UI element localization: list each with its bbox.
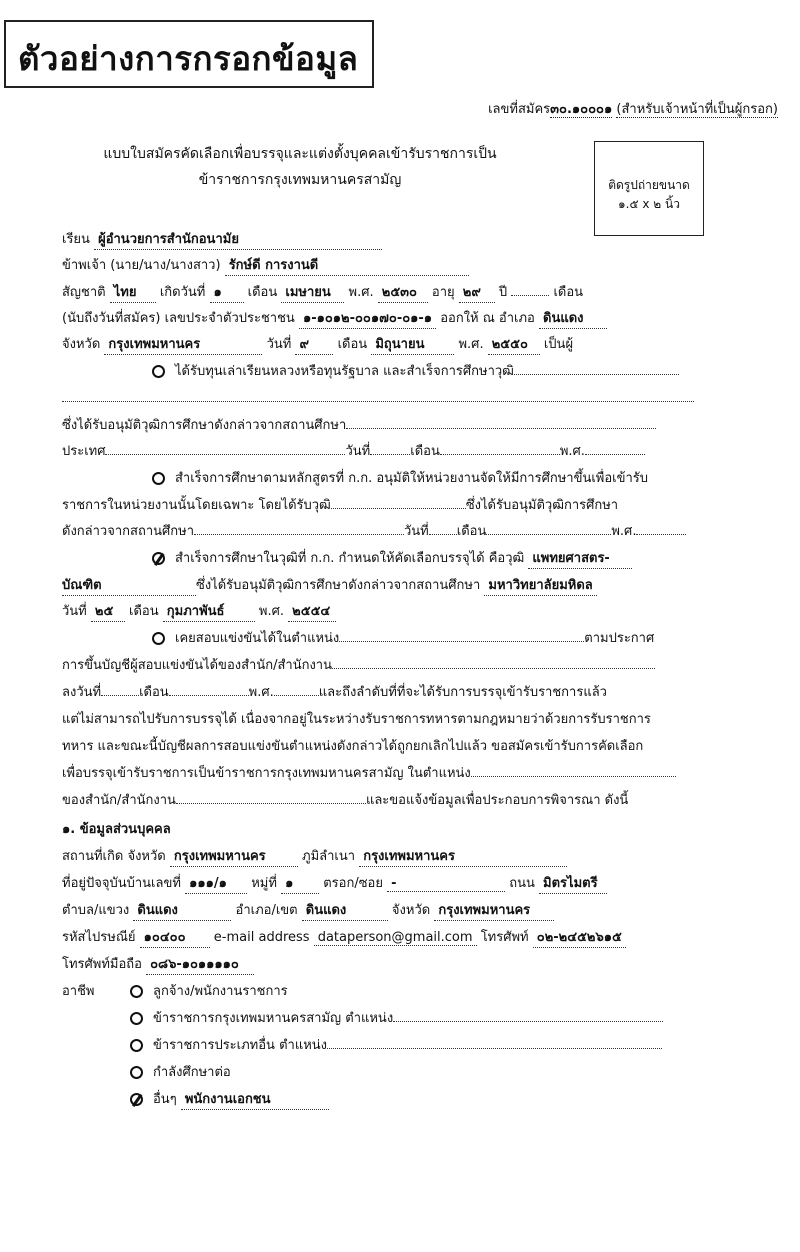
option3-date-row: วันที่ ๒๕ เดือน กุมภาพันธ์ พ.ศ. ๒๕๕๔ [62,600,336,622]
option3-degree-field[interactable]: แพทยศาสตร- [528,547,632,569]
option3-institution-row: บัณฑิต ซึ่งได้รับอนุมัติวุฒิการศึกษาดังกล่าวจากสถานศึกษา มหาวิทยาลัยมหิดล [62,574,597,596]
option2-institution-row: ดังกล่าวจากสถานศึกษา วันที่ เดือน พ.ศ. [62,520,686,541]
occupation-option-4: กำลังศึกษาต่อ [130,1061,231,1082]
option3-year-field[interactable]: ๒๕๕๔ [288,600,336,622]
option4-list-row: การขึ้นบัญชีผู้สอบแข่งขันได้ของสำนัก/สำนักงาน [62,654,655,675]
occupation-radio-2[interactable] [130,1012,143,1025]
option4-date-row: ลงวันที่ เดือน พ.ศ. และถึงลำดับที่ที่จะได้รับการบรรจุเข้ารับราชการแล้ว [62,681,607,702]
option2-row: สำเร็จการศึกษาตามหลักสูตรที่ ก.ก. อนุมัติให้หน่วยงานจัดให้มีการศึกษาขึ้นเพื่อเข้ารับ [152,467,648,488]
option3-month-field[interactable]: กุมภาพันธ์ [163,600,255,622]
option3-day-field[interactable]: ๒๕ [91,600,125,622]
option2-degree-row: ราชการในหน่วยงานนั้นโดยเฉพาะ โดยได้รับวุฒิ ซึ่งได้รับอนุมัติวุฒิการศึกษา [62,494,618,515]
option4-office-field[interactable] [332,654,655,669]
soi-field[interactable]: - [387,876,505,892]
issued-district-field[interactable]: ดินแดง [539,307,607,329]
birthplace-row: สถานที่เกิด จังหวัด กรุงเทพมหานคร ภูมิลำเนา กรุงเทพมหานคร [62,845,567,867]
option4-para3-row: เพื่อบรรจุเข้ารับราชการเป็นข้าราชการกรุงเทพมหานครสามัญ ในตำแหน่ง [62,762,676,783]
contact-row: รหัสไปรษณีย์ ๑๐๔๐๐ e-mail address dataperson@gmail.com โทรศัพท์ ๐๒-๒๔๕๒๖๑๕ [62,926,626,948]
option4-para2: ทหาร และขณะนี้บัญชีผลการสอบแข่งขันตำแหน่งดังกล่าวได้ถูกยกเลิกไปแล้ว ขอสมัครเข้ารับการคัดเลือก [62,739,644,754]
option3-row: สำเร็จการศึกษาในวุฒิที่ ก.ก. กำหนดให้คัดเลือกบรรจุได้ คือวุฒิ แพทยศาสตร- [152,547,632,569]
issue-row: จังหวัด กรุงเทพมหานคร วันที่ ๙ เดือน มิถุนายน พ.ศ. ๒๕๕๐ เป็นผู้ [62,333,573,355]
birth-day-field[interactable]: ๑ [210,281,244,303]
age-years-field[interactable]: ๒๙ [459,281,495,303]
occupation-radio-3[interactable] [130,1039,143,1052]
office-row: ของสำนัก/สำนักงาน และขอแจ้งข้อมูลเพื่อประกอบการพิจารณา ดังนี้ [62,789,628,810]
occupation-radio-4[interactable] [130,1066,143,1079]
nationality-row: สัญชาติ ไทย เกิดวันที่ ๑ เดือน เมษายน พ.ศ. ๒๕๓๐ อายุ ๒๙ ปี เดือน [62,281,583,303]
option1-degree-field[interactable] [514,360,679,375]
birth-year-field[interactable]: ๒๕๓๐ [378,281,428,303]
email-field[interactable]: dataperson@gmail.com [314,930,477,946]
occupation-label: อาชีพ [62,984,95,999]
option4-year-field[interactable] [274,681,319,696]
occupation-radio-5-checked[interactable] [130,1093,143,1106]
occupation-option-3: ข้าราชการประเภทอื่น ตำแหน่ง [130,1034,662,1055]
addressee-row: เรียน ผู้อำนวยการสำนักอนามัย [62,228,382,250]
option1-institution-field[interactable] [346,414,656,429]
district-row: ตำบล/แขวง ดินแดง อำเภอ/เขต ดินแดง จังหวัด กรุงเทพมหานคร [62,899,554,921]
option2-degree-field[interactable] [331,494,466,509]
option4-radio[interactable] [152,632,165,645]
example-title-box [4,20,374,88]
option2-radio[interactable] [152,472,165,485]
option1-country-row: ประเทศ วันที่ เดือน พ.ศ. [62,440,645,461]
district-field[interactable]: ดินแดง [302,899,388,921]
nationality-field[interactable]: ไทย [110,281,156,303]
postcode-field[interactable]: ๑๐๔๐๐ [140,926,210,948]
subdistrict-field[interactable]: ดินแดง [133,899,231,921]
option1-row: ได้รับทุนเล่าเรียนหลวงหรือทุนรัฐบาล และสำเร็จการศึกษาวุฒิ [152,360,679,381]
hometown-field[interactable]: กรุงเทพมหานคร [359,845,567,867]
phone-field[interactable]: ๐๒-๒๔๕๒๖๑๕ [533,926,626,948]
applicant-name-field[interactable]: รักษ์ดี การงานดี [225,254,469,276]
birthplace-field[interactable]: กรุงเทพมหานคร [170,845,298,867]
issue-year-field[interactable]: ๒๕๕๐ [488,333,540,355]
section1-title: ๑. ข้อมูลส่วนบุคคล [62,822,171,837]
option1-month-field[interactable] [440,440,560,455]
option1-degree-cont [62,387,694,406]
option3-radio-checked[interactable] [152,552,165,565]
photo-box: ติดรูปถ่ายขนาด ๑.๕ x ๒ นิ้ว [594,141,704,236]
option1-degree-field-2[interactable] [62,387,694,402]
occupation-radio-1[interactable] [130,985,143,998]
occupation-bma-position-field[interactable] [393,1007,663,1022]
option4-para1: แต่ไม่สามารถไปรับการบรรจุได้ เนื่องจากอยู่ในระหว่างรับราชการทหารตามกฎหมายว่าด้วยการรับราชการ [62,712,651,727]
mobile-field[interactable]: ๐๘๖-๑๐๑๑๑๑๐ [146,953,254,975]
occupation-other-gov-position-field[interactable] [327,1034,662,1049]
occupation-option-1: ลูกจ้าง/พนักงานราชการ [130,980,288,1001]
form-heading-line2: ข้าราชการกรุงเทพมหานครสามัญ [198,172,402,188]
option1-radio[interactable] [152,365,165,378]
option1-country-field[interactable] [105,440,345,455]
application-number-value[interactable]: ๓๐.๑๐๐๐๑ [550,102,613,117]
applying-office-field[interactable] [176,789,366,804]
option2-year-field[interactable] [636,520,686,535]
option2-institution-field[interactable] [194,520,404,535]
option2-month-field[interactable] [486,520,611,535]
age-months-field[interactable] [511,295,549,296]
house-number-field[interactable]: ๑๑๑/๑ [185,872,247,894]
option4-row: เคยสอบแข่งขันได้ในตำแหน่ง ตามประกาศ [152,627,654,648]
example-title: ตัวอย่างการกรอกข้อมูล [18,39,359,78]
moo-field[interactable]: ๑ [281,872,319,894]
road-field[interactable]: มิตรไมตรี [539,872,607,894]
addressee-field[interactable]: ผู้อำนวยการสำนักอนามัย [94,228,382,250]
option1-year-field[interactable] [585,440,645,455]
option2-day-field[interactable] [429,520,457,535]
option3-institution-field[interactable]: มหาวิทยาลัยมหิดล [484,574,596,596]
option3-degree-field-2[interactable]: บัณฑิต [62,574,196,596]
option4-day-field[interactable] [101,681,139,696]
occupation-option-5: อื่นๆ พนักงานเอกชน [130,1088,329,1110]
option4-month-field[interactable] [169,681,249,696]
application-number: เลขที่สมัคร๓๐.๑๐๐๐๑ (สำหรับเจ้าหน้าที่เป็นผู้กรอก) [488,102,778,117]
address-row: ที่อยู่ปัจจุบันบ้านเลขที่ ๑๑๑/๑ หมู่ที่ ๑ ตรอก/ซอย - ถนน มิตรไมตรี [62,872,607,894]
option4-position-field[interactable] [339,627,584,642]
issue-day-field[interactable]: ๙ [295,333,333,355]
id-row: (นับถึงวันที่สมัคร) เลขประจำตัวประชาชน ๑-๑๐๑๒-๐๐๑๗๐-๐๑-๑ ออกให้ ณ อำเภอ ดินแดง [62,307,607,329]
issued-province-field[interactable]: กรุงเทพมหานคร [104,333,262,355]
option1-institution-row: ซึ่งได้รับอนุมัติวุฒิการศึกษาดังกล่าวจากสถานศึกษา [62,414,656,435]
mobile-row: โทรศัพท์มือถือ ๐๘๖-๑๐๑๑๑๑๐ [62,953,254,975]
occupation-other-field[interactable]: พนักงานเอกชน [181,1088,329,1110]
applying-position-field[interactable] [471,762,676,777]
province-field[interactable]: กรุงเทพมหานคร [434,899,554,921]
birth-month-field[interactable]: เมษายน [281,281,344,303]
id-number-field[interactable]: ๑-๑๐๑๒-๐๐๑๗๐-๐๑-๑ [299,307,436,329]
applicant-row: ข้าพเจ้า (นาย/นาง/นางสาว) รักษ์ดี การงานดี [62,254,469,276]
occupation-option-2: ข้าราชการกรุงเทพมหานครสามัญ ตำแหน่ง [130,1007,663,1028]
option1-day-field[interactable] [370,440,410,455]
issue-month-field[interactable]: มิถุนายน [371,333,454,355]
form-heading-line1: แบบใบสมัครคัดเลือกเพื่อบรรจุและแต่งตั้งบุคคลเข้ารับราชการเป็น [103,146,497,162]
